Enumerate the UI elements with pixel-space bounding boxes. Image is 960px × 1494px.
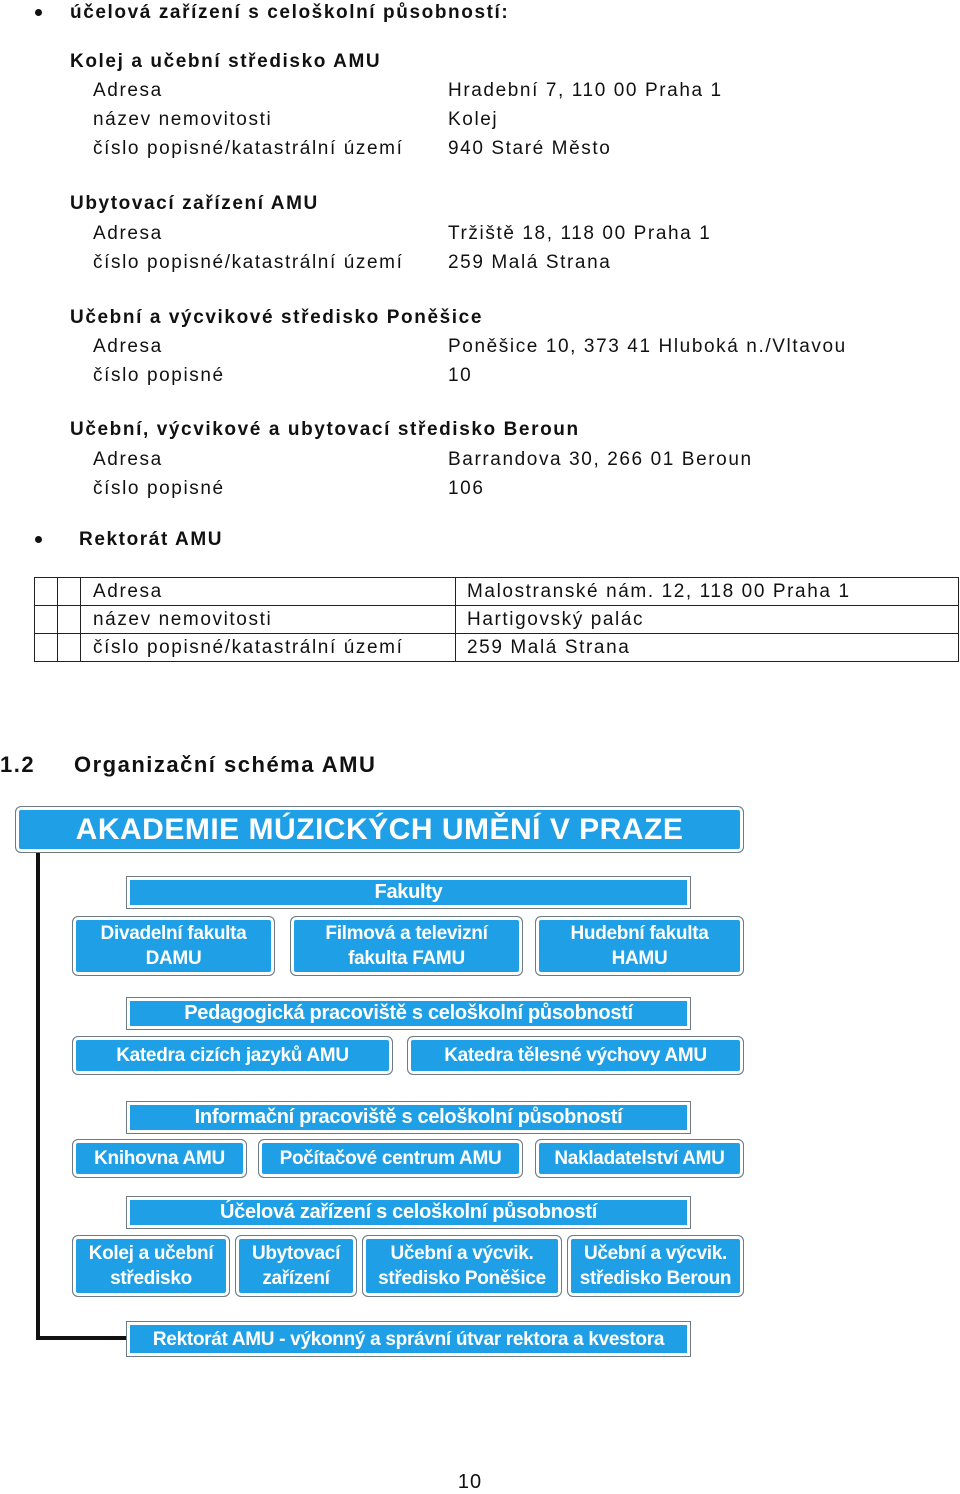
row-value: Tržiště 18, 118 00 Praha 1 [448, 223, 712, 244]
org-header-ucelova: Účelová zařízení s celoškolní působností [126, 1196, 691, 1229]
org-box [290, 916, 523, 976]
table-cell [35, 578, 58, 606]
info-row [0, 223, 960, 251]
bullet [35, 536, 42, 543]
info-row [0, 478, 960, 506]
row-key: Adresa [93, 449, 163, 470]
table-cell-value: 259 Malá Strana [456, 634, 959, 662]
row-key: název nemovitosti [93, 109, 273, 130]
connector-line [36, 1336, 130, 1340]
row-key: číslo popisné [93, 365, 225, 386]
info-row [0, 336, 960, 364]
connector-line [36, 850, 40, 1340]
org-box-line: fakulta FAMU [348, 948, 465, 969]
table-cell [58, 634, 81, 662]
org-rektorat-box: Rektorát AMU - výkonný a správní útvar rektora a kvestora [126, 1321, 691, 1357]
org-top-box: AKADEMIE MÚZICKÝCH UMĚNÍ V PRAZE [15, 806, 744, 853]
row-value: 940 Staré Město [448, 138, 612, 159]
org-header-fakulty: Fakulty [126, 876, 691, 909]
org-box [362, 1235, 562, 1297]
org-chart [0, 800, 960, 1370]
table-row [35, 634, 959, 662]
org-box: Katedra tělesné výchovy AMU [407, 1036, 744, 1075]
table-row [35, 606, 959, 634]
bullet [35, 9, 42, 16]
org-box: Počítačové centrum AMU [258, 1139, 523, 1178]
org-box-line: DAMU [145, 948, 202, 969]
org-box-line: Divadelní fakulta [100, 923, 247, 944]
row-key: Adresa [93, 223, 163, 244]
info-row [0, 80, 960, 108]
row-key: číslo popisné/katastrální území [93, 138, 404, 159]
org-box [535, 916, 744, 976]
org-box [72, 1235, 230, 1297]
row-key: číslo popisné/katastrální území [93, 252, 404, 273]
facilities-heading: účelová zařízení s celoškolní působností: [70, 2, 510, 23]
row-value: Kolej [448, 109, 499, 130]
org-box-line: zařízení [262, 1268, 330, 1289]
org-box-line: HAMU [611, 948, 668, 969]
table-cell [58, 578, 81, 606]
table-cell [58, 606, 81, 634]
org-box [567, 1235, 744, 1297]
org-header-pedagogicka: Pedagogická pracoviště s celoškolní působností [126, 997, 691, 1030]
row-value: 10 [448, 365, 473, 386]
group-title: Učební a výcvikové středisko Poněšice [70, 307, 483, 328]
table-row [35, 578, 959, 606]
org-box: Nakladatelství AMU [535, 1139, 744, 1178]
table-cell-value: Malostranské nám. 12, 118 00 Praha 1 [456, 578, 959, 606]
info-row [0, 252, 960, 280]
info-row [0, 449, 960, 477]
org-box-line: Ubytovací [251, 1243, 341, 1264]
org-box-line: středisko Beroun [579, 1268, 732, 1289]
row-value: Barrandova 30, 266 01 Beroun [448, 449, 753, 470]
org-box-line: středisko [110, 1268, 192, 1289]
group-title: Kolej a učební středisko AMU [70, 51, 382, 72]
info-row [0, 365, 960, 393]
table-cell-key: Adresa [81, 578, 456, 606]
org-box-line: Učební a výcvik. [390, 1243, 534, 1264]
section-title: Organizační schéma AMU [74, 752, 377, 777]
page-number: 10 [457, 1471, 483, 1493]
org-box-line: Kolej a učební [88, 1243, 214, 1264]
org-box: Katedra cizích jazyků AMU [72, 1036, 393, 1075]
row-value: 259 Malá Strana [448, 252, 612, 273]
info-row [0, 109, 960, 137]
table-cell-key: název nemovitosti [81, 606, 456, 634]
org-box-line: Hudební fakulta [570, 923, 709, 944]
table-cell-value: Hartigovský palác [456, 606, 959, 634]
group-title: Učební, výcvikové a ubytovací středisko Beroun [70, 419, 580, 440]
row-key: Adresa [93, 336, 163, 357]
section-number: 1.2 [0, 752, 36, 777]
org-box-line: Učební a výcvik. [583, 1243, 728, 1264]
row-value: Poněšice 10, 373 41 Hluboká n./Vltavou [448, 336, 847, 357]
rektorat-heading: Rektorát AMU [79, 529, 224, 550]
table-cell [35, 634, 58, 662]
org-box-line: středisko Poněšice [378, 1268, 546, 1289]
org-box [72, 916, 275, 976]
info-row [0, 138, 960, 166]
org-box: Knihovna AMU [72, 1139, 247, 1178]
org-box-line: Filmová a televizní [325, 923, 488, 944]
group-title: Ubytovací zařízení AMU [70, 193, 319, 214]
row-value: Hradební 7, 110 00 Praha 1 [448, 80, 723, 101]
table-cell [35, 606, 58, 634]
row-value: 106 [448, 478, 485, 499]
rektorat-table [34, 577, 959, 662]
table-cell-key: číslo popisné/katastrální území [81, 634, 456, 662]
org-box [235, 1235, 357, 1297]
org-header-informacni: Informační pracoviště s celoškolní působností [126, 1101, 691, 1134]
row-key: Adresa [93, 80, 163, 101]
row-key: číslo popisné [93, 478, 225, 499]
